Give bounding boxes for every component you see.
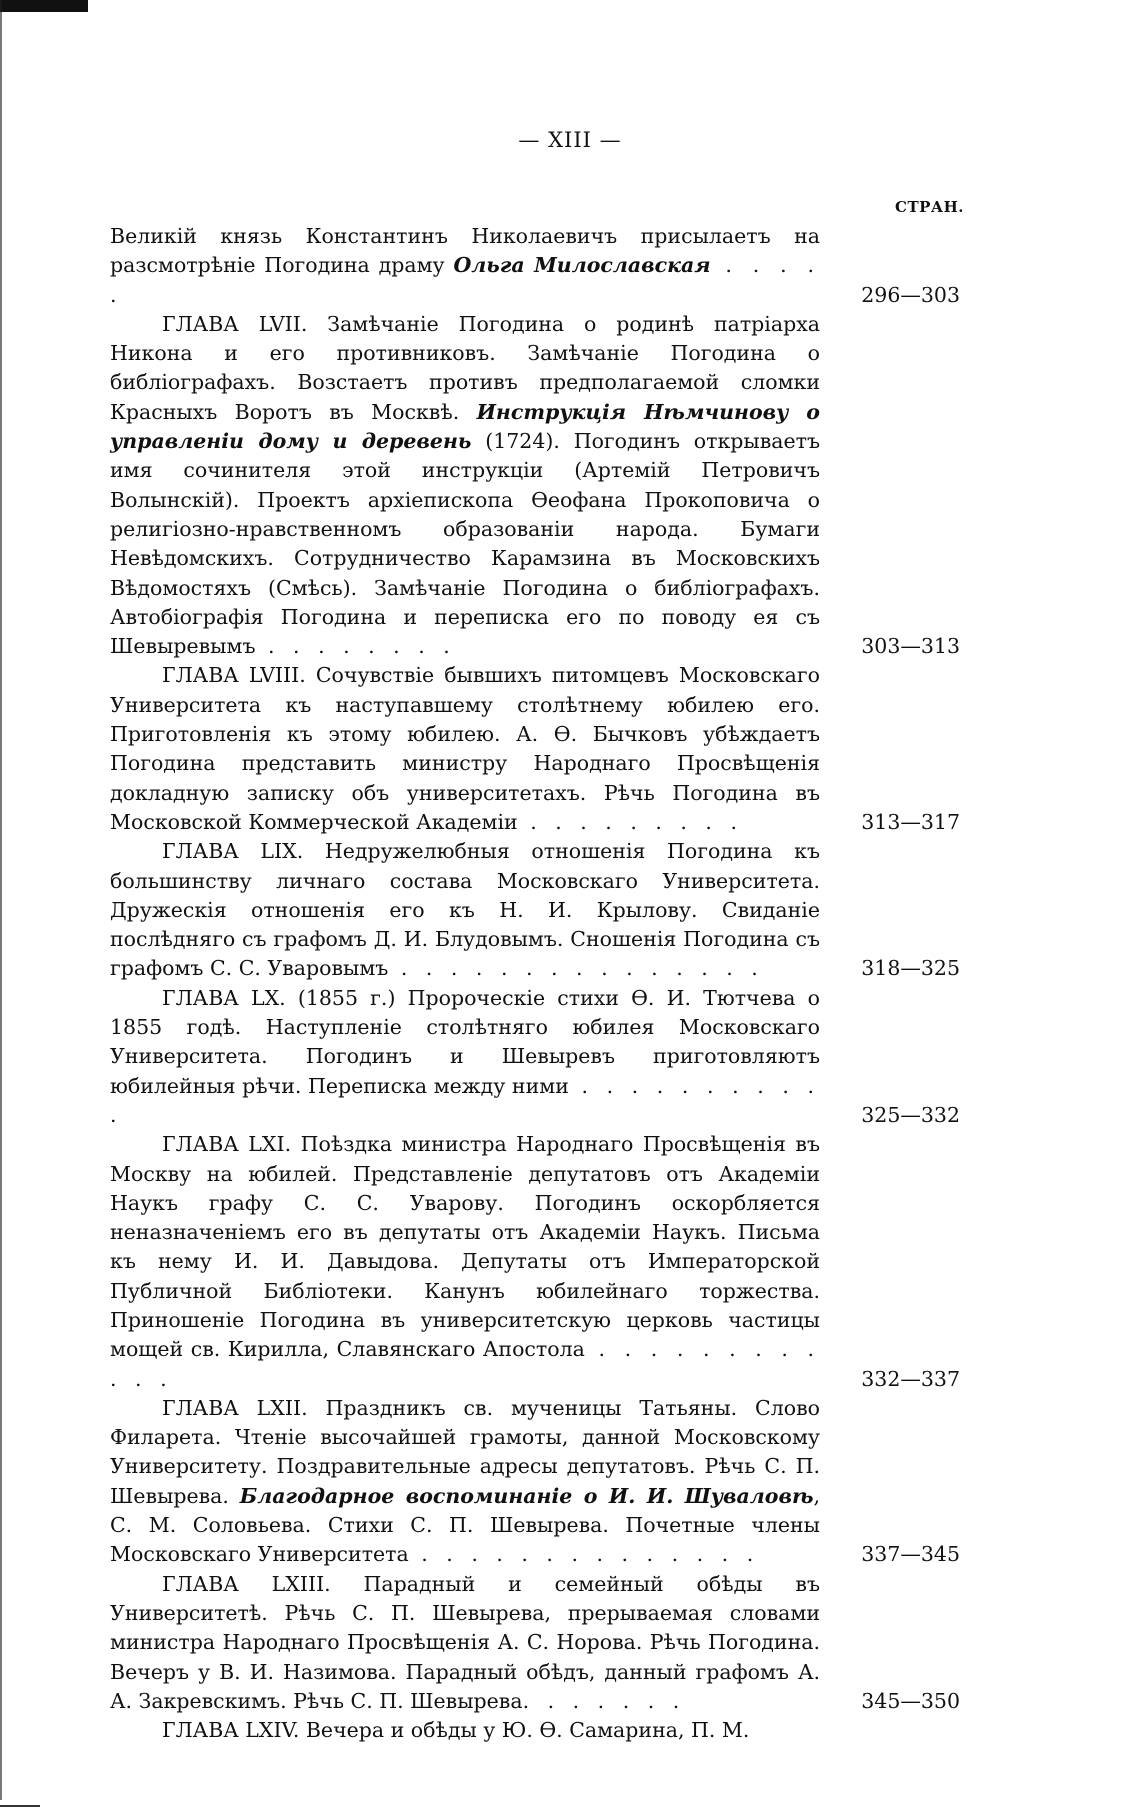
- entry-description: ГЛАВА LVIII. Сочувствіе бывшихъ питомцевъ Московскаго Университета къ наступавшему столѣтнему юбилею его. Приготовленія къ этому юбилею. А. Ѳ. Бычковъ убѣждаетъ Погодина представить министру Народнаго Просвѣщенія докладную записку объ университетахъ. Рѣчь Погодина въ Московской Коммерческой Академіи: [110, 663, 820, 834]
- toc-entry: [110, 1394, 960, 1570]
- dot-leader: . . . . . . . .: [255, 634, 456, 659]
- toc-entry: [110, 1716, 960, 1745]
- toc-entry-text: [110, 310, 820, 662]
- page-range: 303—313: [861, 634, 960, 659]
- page-range: 313—317: [861, 809, 960, 834]
- toc-entry: [110, 837, 960, 983]
- entry-description: ГЛАВА LIX. Недружелюбныя отношенія Погодина къ большинству личнаго состава Московскаго Университета. Дружескія отношенія его къ Н. И. Крылову. Свиданіе послѣдняго съ графомъ Д. И. Блудовымъ. Сношенія Погодина съ графомъ С. С. Уваровымъ: [110, 839, 820, 981]
- dot-leader: . . . . . . . . .: [517, 809, 743, 834]
- page-range: 325—332: [861, 1102, 960, 1127]
- dot-leader: . . . . . . .: [522, 1688, 686, 1713]
- scan-corner-mark: [0, 0, 88, 12]
- toc-entry: [110, 222, 960, 310]
- toc-entry: [110, 661, 960, 837]
- page-range: 332—337: [861, 1366, 960, 1391]
- toc-entry-text: [110, 1130, 820, 1394]
- page-numeral: — XIII —: [518, 128, 622, 152]
- page-range: 337—345: [861, 1542, 960, 1567]
- entry-work-title: Инструкція Нѣмчинову о управленіи дому и деревень: [110, 399, 820, 454]
- toc-entry-text: [110, 1570, 820, 1716]
- toc-entry-text: [110, 1394, 820, 1570]
- entry-work-title: Ольга Милославская: [453, 253, 711, 278]
- toc-entry: [110, 310, 960, 662]
- table-of-contents: [110, 222, 960, 1745]
- toc-entry-text: [110, 984, 820, 1130]
- toc-entry-text: [110, 222, 820, 310]
- entry-work-title: Благодарное воспоминаніе о И. И. Шуваловѣ: [239, 1483, 814, 1508]
- toc-entry: [110, 1130, 960, 1394]
- page-range: 296—303: [861, 282, 960, 307]
- entry-description-continued: (1724). Погодинъ открываетъ имя сочинителя этой инструкціи (Артемій Петровичъ Волынскій). Проектъ архіепископа Ѳеофана Прокоповича о религіозно-нравственномъ образованіи народа. Бумаги Невѣдомскихъ. Сотрудничество Карамзина въ Московскихъ Вѣдомостяхъ (Смѣсь). Замѣчаніе Погодина о библіографахъ. Автобіографія Погодина и переписка его по поводу ея съ Шевыревымъ: [110, 429, 820, 659]
- page-range: 345—350: [861, 1688, 960, 1713]
- entry-description: ГЛАВА LXI. Поѣздка министра Народнаго Просвѣщенія въ Москву на юбилей. Представленіе депутатовъ отъ Академіи Наукъ графу С. С. Уварову. Погодинъ оскорбляется неназначеніемъ его въ депутаты отъ Академіи Наукъ. Письма къ нему И. И. Давыдова. Депутаты отъ Императорской Публичной Библіотеки. Канунъ юбилейнаго торжества. Приношеніе Погодина въ университетскую церковь частицы мощей св. Кирилла, Славянскаго Апостола: [110, 1132, 820, 1362]
- toc-entry-text: [110, 1716, 820, 1745]
- entry-description: ГЛАВА LVII. Замѣчаніе Погодина о родинѣ патріарха Никона и его противниковъ. Замѣчаніе Погодина о библіографахъ. Возстаетъ противъ предполагаемой сломки Красныхъ Воротъ въ Москвѣ.: [110, 311, 820, 424]
- entry-description: ГЛАВА LXII. Праздникъ св. мученицы Татьяны. Слово Филарета. Чтеніе высочайшей грамоты, данной Московскому Университету. Поздравительные адресы депутатовъ. Рѣчь С. П. Шевырева.: [110, 1395, 820, 1508]
- entry-description: ГЛАВА LXIII. Парадный и семейный обѣды въ Университетѣ. Рѣчь С. П. Шевырева, прерываемая словами министра Народнаго Просвѣщенія А. С. Норова. Рѣчь Погодина. Вечеръ у В. И. Назимова. Парадный обѣдъ, данный графомъ А. А. Закревскимъ. Рѣчь С. П. Шевырева: [110, 1571, 820, 1713]
- entry-description: ГЛАВА LX. (1855 г.) Пророческіе стихи Ѳ. И. Тютчева о 1855 годѣ. Наступленіе столѣтняго юбилея Московскаго Университета. Погодинъ и Шевыревъ приготовляютъ юбилейныя рѣчи. Переписка между ними: [110, 985, 820, 1098]
- toc-entry-text: [110, 837, 820, 983]
- page-range: 318—325: [861, 956, 960, 981]
- dot-leader: . . . . . . . . . . . .: [110, 1337, 821, 1391]
- dot-leader: . . . . . . . . . . . . . . .: [388, 956, 764, 981]
- toc-entry: [110, 1570, 960, 1716]
- toc-entry: [110, 984, 960, 1130]
- dot-leader: . . . . . . . . . . . . . .: [408, 1542, 760, 1567]
- dot-leader: . . . . . . . . . . .: [110, 1073, 821, 1127]
- entry-description: Великій князь Константинъ Николаевичъ присылаетъ на разсмотрѣніе Погодина драму: [110, 224, 820, 278]
- dot-leader: . . . . .: [110, 253, 820, 307]
- scan-bottom-mark: [0, 1805, 40, 1807]
- pages-column-heading: СТРАН.: [895, 198, 964, 216]
- entry-description: ГЛАВА LXIV. Вечера и обѣды у Ю. Ѳ. Самарина, П. М.: [162, 1718, 750, 1743]
- scan-edge-mark: [0, 0, 8, 1800]
- entry-description-continued: , С. М. Соловьева. Стихи С. П. Шевырева. Почетные члены Московскаго Университета: [110, 1483, 820, 1567]
- toc-entry-text: [110, 661, 820, 837]
